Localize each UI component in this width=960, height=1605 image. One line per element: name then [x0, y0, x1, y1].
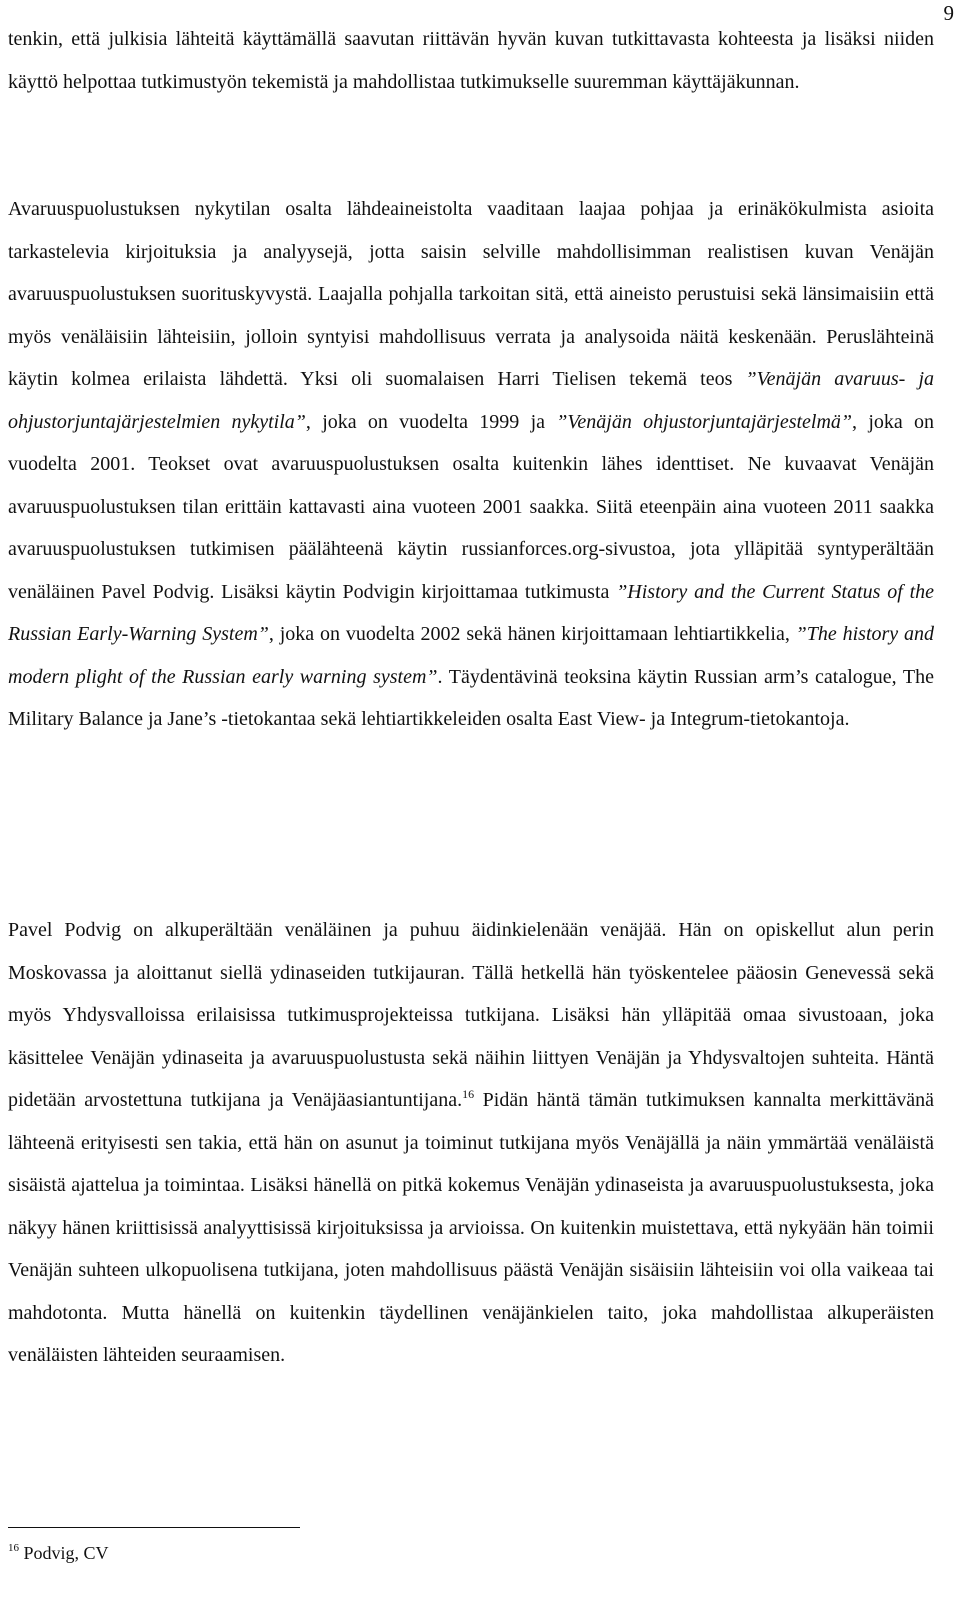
footnote-marker: 16: [8, 1542, 19, 1554]
page-number: 9: [943, 1, 954, 25]
paragraph-3: [8, 909, 934, 1377]
book-title-2: ”Venäjän ohjustorjuntajärjestelmä”: [556, 410, 853, 433]
footnote-separator: [8, 1527, 300, 1528]
book-title-1: ”Venäjän avaruus- ja ohjustorjuntajärjestelmien nykytila”: [8, 368, 935, 433]
paragraph-2: [8, 188, 934, 741]
paragraph-2-text-c: , joka on vuodelta 2001. Teokset ovat avaruuspuolustuksen osalta kuitenkin lähes identtiset. Ne kuvaavat Venäjän avaruuspuolustuksen tilan erittäin kattavasti aina vuoteen 2001 saakka. Siitä eteenpäin aina vuoteen 2011 saakka avaruuspuolustuksen tutkimisen päälähteenä käytin russianforces.org-sivustoa, jota ylläpitää syntyperältään venäläinen Pavel Podvig. Lisäksi käytin Podvigin kirjoittamaa tutkimusta: [8, 410, 935, 603]
paragraph-2-text-e: . Täydentävinä teoksina käytin Russian arm’s catalogue, The Military Balance ja Jane’s -tietokantaa sekä lehtiartikkeleiden osalta East View- ja Integrum-tietokantoja.: [8, 665, 934, 730]
paragraph-1-text: tenkin, että julkisia lähteitä käyttämällä saavutan riittävän hyvän kuvan tutkittavasta kohteesta ja lisäksi niiden käyttö helpottaa tutkimustyön tekemistä ja mahdollistaa tutkimukselle suuremman käyttäjäkunnan.: [8, 28, 934, 93]
study-title: ”History and the Current Status of the Russian Early-Warning System”: [8, 580, 935, 645]
footnote-text: Podvig, CV: [23, 1543, 109, 1563]
footnote-reference: 16: [462, 1087, 475, 1101]
paragraph-2-text-b: , joka on vuodelta 1999 ja: [305, 410, 557, 433]
paragraph-1: [8, 18, 934, 103]
paragraph-2-text-a: Avaruuspuolustuksen nykytilan osalta lähdeaineistolta vaaditaan laajaa pohjaa ja erinäkökulmista asioita tarkastelevia kirjoituksia ja analyysejä, jotta saisin selville mahdollisimman realistisen kuvan Venäjän avaruuspuolustuksen suorituskyvystä. Laajalla pohjalla tarkoitan sitä, että aineisto perustuisi sekä länsimaisiin että myös venäläisiin lähteisiin, jolloin syntyisi mahdollisuus verrata ja analysoida näitä keskenään. Peruslähteinä käytin kolmea erilaista lähdettä. Yksi oli suomalaisen Harri Tielisen tekemä teos: [8, 198, 934, 390]
paragraph-3-text-a: Pavel Podvig on alkuperältään venäläinen ja puhuu äidinkielenään venäjää. Hän on opiskellut alun perin Moskovassa ja aloittanut siellä ydinaseiden tutkijauran. Tällä hetkellä hän työskentelee pääosin Genevessä sekä myös Yhdysvalloissa erilaisissa tutkimusprojekteissa tutkijana. Lisäksi hän ylläpitää omaa sivustoaan, joka käsittelee Venäjän ydinaseita ja avaruuspuolustusta sekä näihin liittyen Venäjän ja Yhdysvaltojen suhteita. Häntä pidetään arvostettuna tutkijana ja Venäjäasiantuntijana.: [8, 919, 934, 1111]
paragraph-3-text-b: Pidän häntä tämän tutkimuksen kannalta merkittävänä lähteenä erityisesti sen takia, että hän on asunut ja toiminut tutkijana myös Venäjällä ja näin ymmärtää venäläistä sisäistä ajattelua ja toimintaa. Lisäksi hänellä on pitkä kokemus Venäjän ydinaseista ja avaruuspuolustuksesta, joka näkyy hänen kriittisissä analyyttisissä kirjoituksissa ja arvioissa. On kuitenkin muistettava, että nykyään hän toimii Venäjän suhteen ulkopuolisena tutkijana, joten mahdollisuus päästä Venäjän sisäisiin lähteisiin voi olla vaikeaa tai mahdotonta. Mutta hänellä on kuitenkin täydellinen venäjänkielen taito, joka mahdollistaa alkuperäisten venäläisten lähteiden seuraamisen.: [8, 1089, 935, 1366]
paragraph-2-text-d: , joka on vuodelta 2002 sekä hänen kirjoittamaan lehtiartikkelia,: [268, 623, 796, 645]
article-title: ”The history and modern plight of the Russian early warning system”: [8, 623, 934, 688]
footnote: [8, 1540, 109, 1566]
